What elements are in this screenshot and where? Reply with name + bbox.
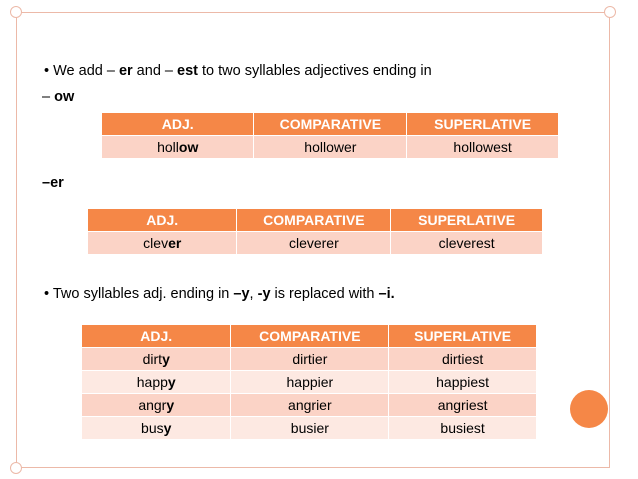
cell-comparative: dirtier [231,348,389,371]
header-adj: ADJ. [88,209,237,232]
bullet: • [44,286,50,302]
header-comparative: COMPARATIVE [254,113,407,136]
cell-adj: busy [82,417,231,440]
cell-superlative: cleverest [391,232,543,255]
cell-comparative: happier [231,371,389,394]
bullet: • [44,63,50,79]
corner-dot-top-left [10,6,22,18]
header-adj: ADJ. [102,113,254,136]
cell-superlative: happiest [389,371,537,394]
table-header-row [102,113,559,136]
header-superlative: SUPERLATIVE [389,325,537,348]
table-header-row [82,325,537,348]
corner-dot-bottom-left [10,462,22,474]
cell-adj: clever [88,232,237,255]
cell-adj: hollow [102,136,254,159]
cell-adj: dirty [82,348,231,371]
rule-line-er: –er [42,175,64,191]
rule-line-y: • Two syllables adj. ending in –y, -y is replaced with –i. [44,286,395,302]
cell-comparative: hollower [254,136,407,159]
table-row [82,371,537,394]
cell-superlative: hollowest [407,136,559,159]
table-ow [101,112,559,159]
rule-line-ow: – ow [42,89,75,105]
table-row [82,417,537,440]
table-row [88,232,543,255]
header-comparative: COMPARATIVE [231,325,389,348]
cell-comparative: angrier [231,394,389,417]
cell-superlative: angriest [389,394,537,417]
cell-adj: angry [82,394,231,417]
cell-superlative: dirtiest [389,348,537,371]
table-header-row [88,209,543,232]
table-row [82,394,537,417]
table-y [81,324,537,440]
decorative-orange-circle [570,390,608,428]
table-row [82,348,537,371]
cell-comparative: busier [231,417,389,440]
header-superlative: SUPERLATIVE [407,113,559,136]
rule-line-1: • We add – er and – est to two syllables adjectives ending in [44,63,432,79]
header-comparative: COMPARATIVE [237,209,391,232]
table-er [87,208,543,255]
header-adj: ADJ. [82,325,231,348]
cell-comparative: cleverer [237,232,391,255]
table-row [102,136,559,159]
header-superlative: SUPERLATIVE [391,209,543,232]
cell-superlative: busiest [389,417,537,440]
cell-adj: happy [82,371,231,394]
corner-dot-top-right [604,6,616,18]
